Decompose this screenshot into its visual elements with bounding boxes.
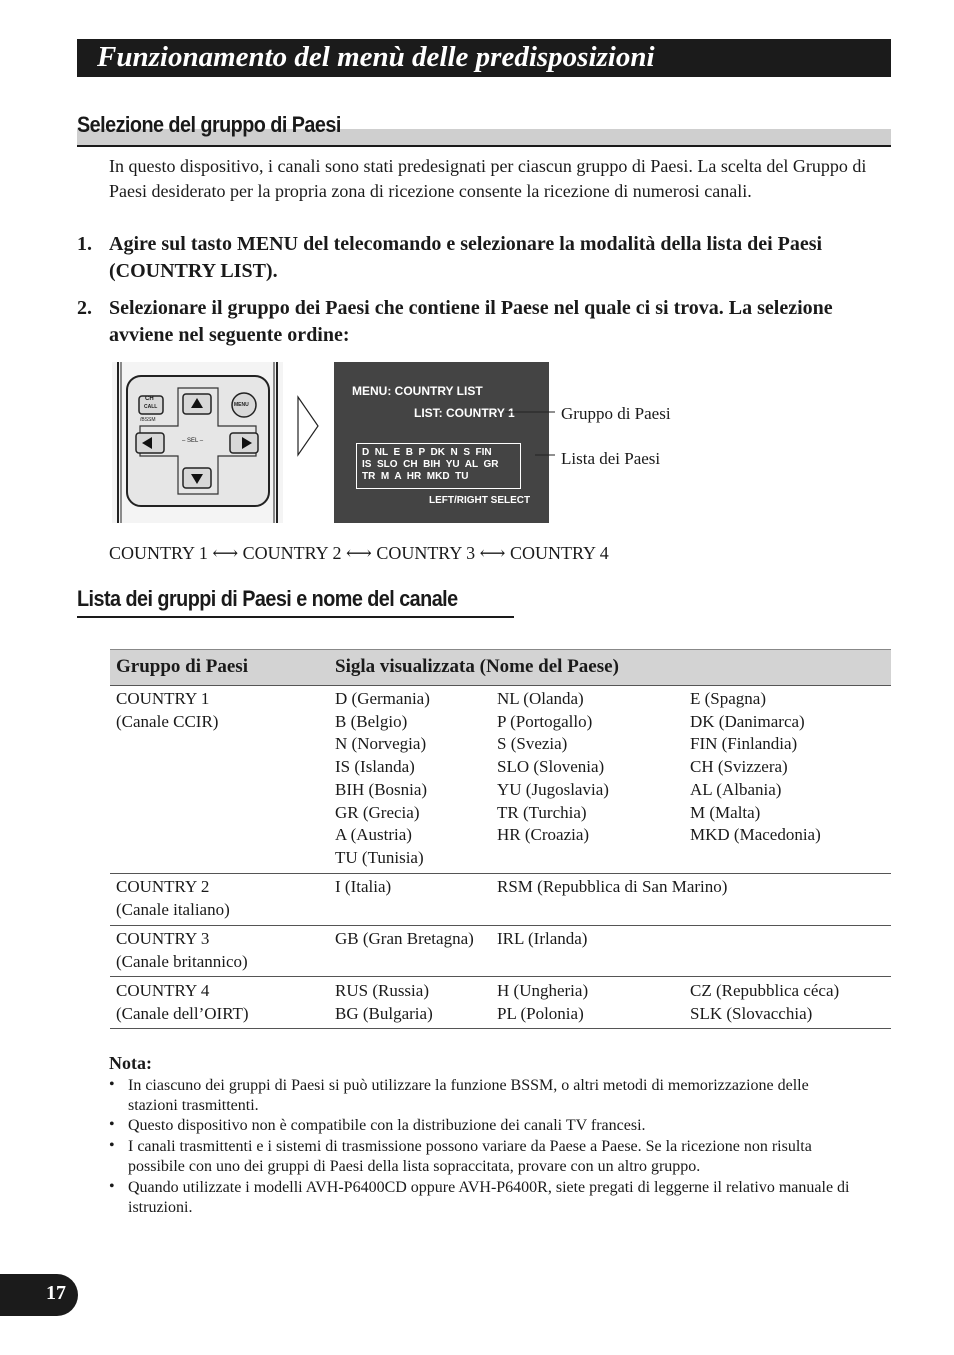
group-name: COUNTRY 2 xyxy=(116,877,210,896)
intro-paragraph: In questo dispositivo, i canali sono stati predesignati per ciascun gruppo di Paesi. La scelta del Gruppo di Paesi desiderato per la propria zona di ricezione consente la ricezione di numerosi canali. xyxy=(109,156,867,201)
bullet: • xyxy=(109,1076,115,1093)
section-rule xyxy=(77,616,514,618)
ch-label: CH xyxy=(145,396,154,402)
country: DK (Danimarca) xyxy=(690,711,805,731)
country: S (Svezia) xyxy=(497,734,568,754)
table-cell-countries xyxy=(335,688,430,870)
sequence-item: COUNTRY 3 xyxy=(376,543,476,563)
country: TU (Tunisia) xyxy=(335,847,424,867)
page-title: Funzionamento del menù delle predisposizioni xyxy=(97,41,655,73)
table-cell-countries xyxy=(690,980,839,1025)
country: RUS (Russia) xyxy=(335,981,429,1000)
remote-illustration xyxy=(112,362,283,523)
country: NL (Olanda) xyxy=(497,689,584,708)
country: A (Austria) xyxy=(335,825,412,845)
double-arrow-icon: ⟷ xyxy=(479,543,506,563)
note-item: Quando utilizzate i modelli AVH-P6400CD oppure AVH-P6400R, siete pregati di leggerne il relativo manuale di istruzioni. xyxy=(128,1179,850,1216)
bullet: • xyxy=(109,1116,115,1133)
step-text: Selezionare il gruppo dei Paesi che contiene il Paese nel quale ci si trova. La selezione avviene nel seguente ordine: xyxy=(109,297,833,346)
country: HR (Croazia) xyxy=(497,825,590,845)
group-name: COUNTRY 1 xyxy=(116,689,210,708)
country: TR (Turchia) xyxy=(497,802,587,822)
call-label: CALL xyxy=(144,404,158,410)
chevron-right-icon xyxy=(296,395,320,457)
table-cell-group xyxy=(116,688,218,733)
channel-name: (Canale dell’OIRT) xyxy=(116,1003,249,1023)
display-menu-line: MENU: COUNTRY LIST xyxy=(352,384,483,398)
step-number: 1. xyxy=(77,233,92,255)
country: P (Portogallo) xyxy=(497,711,593,731)
country: MKD (Macedonia) xyxy=(690,825,821,845)
section-title: Selezione del gruppo di Paesi xyxy=(77,112,341,137)
country: RSM (Repubblica di San Marino) xyxy=(497,877,728,896)
note-item: I canali trasmittenti e i sistemi di trasmissione possono variare da Paese a Paese. Se la ricezione non risulta possibile con uno dei gruppi di Paesi della lista sopraccitata, provare con un altro gruppo. xyxy=(128,1138,812,1175)
country: GB (Gran Bretagna) xyxy=(335,929,474,948)
country: AL (Albania) xyxy=(690,779,782,799)
bullet: • xyxy=(109,1137,115,1154)
table-cell-countries xyxy=(335,980,433,1025)
country: GR (Grecia) xyxy=(335,802,420,822)
step-text: Agire sul tasto MENU del telecomando e selezionare la modalità della lista dei Paesi (COUNTRY LIST). xyxy=(109,233,823,282)
callout-group: Gruppo di Paesi xyxy=(561,404,671,423)
country: IS (Islanda) xyxy=(335,757,415,777)
channel-name: (Canale CCIR) xyxy=(116,711,219,731)
country: BIH (Bosnia) xyxy=(335,779,428,799)
note-label: Nota: xyxy=(109,1053,152,1073)
sequence-item: COUNTRY 4 xyxy=(509,543,609,563)
channel-name: (Canale italiano) xyxy=(116,899,230,919)
sequence-item: COUNTRY 2 xyxy=(242,543,342,563)
country: PL (Polonia) xyxy=(497,1003,584,1023)
table-row-divider xyxy=(110,925,891,926)
sel-label: – SEL – xyxy=(182,438,204,444)
table-row-divider xyxy=(110,976,891,977)
double-arrow-icon: ⟷ xyxy=(346,543,372,563)
section-rule xyxy=(77,145,891,147)
table-cell-countries xyxy=(497,688,609,847)
country: FIN (Finlandia) xyxy=(690,734,798,754)
table-cell-countries xyxy=(497,980,588,1025)
table-row-divider xyxy=(110,873,891,874)
display-country-row: D NL E B P DK N S FIN xyxy=(362,447,492,458)
group-name: COUNTRY 3 xyxy=(116,929,210,948)
callout-lines xyxy=(505,400,557,465)
page-number-tab xyxy=(0,1274,78,1316)
channel-name: (Canale britannico) xyxy=(116,951,248,971)
country: B (Belgio) xyxy=(335,711,408,731)
callout-list: Lista dei Paesi xyxy=(561,449,661,468)
country: D (Germania) xyxy=(335,689,430,708)
country: E (Spagna) xyxy=(690,689,767,708)
country: SLK (Slovacchia) xyxy=(690,1003,813,1023)
display-country-row: TR M A HR MKD TU xyxy=(362,471,469,482)
bullet: • xyxy=(109,1178,115,1195)
country: I (Italia) xyxy=(335,877,392,896)
table-cell-group xyxy=(116,876,230,921)
column-header: Gruppo di Paesi xyxy=(116,656,248,677)
country: M (Malta) xyxy=(690,802,761,822)
country: N (Norvegia) xyxy=(335,734,427,754)
note-item: In ciascuno dei gruppi di Paesi si può utilizzare la funzione BSSM, o altri metodi di memorizzazione delle stazioni trasmittenti. xyxy=(128,1077,809,1114)
country-sequence xyxy=(109,543,609,564)
note-item: Questo dispositivo non è compatibile con la distribuzione dei canali TV francesi. xyxy=(128,1117,646,1134)
country: CZ (Repubblica céca) xyxy=(690,981,840,1000)
display-list-line: LIST: COUNTRY 1 xyxy=(414,406,515,420)
table-row-divider xyxy=(110,1028,891,1029)
bssm-label: /BSSM xyxy=(140,417,156,423)
country: H (Ungheria) xyxy=(497,981,589,1000)
country: CH (Svizzera) xyxy=(690,757,788,777)
column-header: Sigla visualizzata (Nome del Paese) xyxy=(335,656,619,677)
group-name: COUNTRY 4 xyxy=(116,981,210,1000)
table-cell-group xyxy=(116,928,248,973)
step-number: 2. xyxy=(77,297,92,319)
country: BG (Bulgaria) xyxy=(335,1003,433,1023)
double-arrow-icon: ⟷ xyxy=(212,543,239,563)
table-cell-countries xyxy=(690,688,821,847)
section-title: Lista dei gruppi di Paesi e nome del canale xyxy=(77,586,458,611)
country: YU (Jugoslavia) xyxy=(497,779,609,799)
sequence-item: COUNTRY 1 xyxy=(109,543,208,563)
page-number: 17 xyxy=(46,1282,66,1304)
menu-button-label: MENU xyxy=(234,402,249,408)
display-country-row: IS SLO CH BIH YU AL GR xyxy=(362,459,499,470)
country: IRL (Irlanda) xyxy=(497,929,588,948)
display-footer: LEFT/RIGHT SELECT xyxy=(429,495,531,506)
table-cell-group xyxy=(116,980,249,1025)
country: SLO (Slovenia) xyxy=(497,757,605,777)
